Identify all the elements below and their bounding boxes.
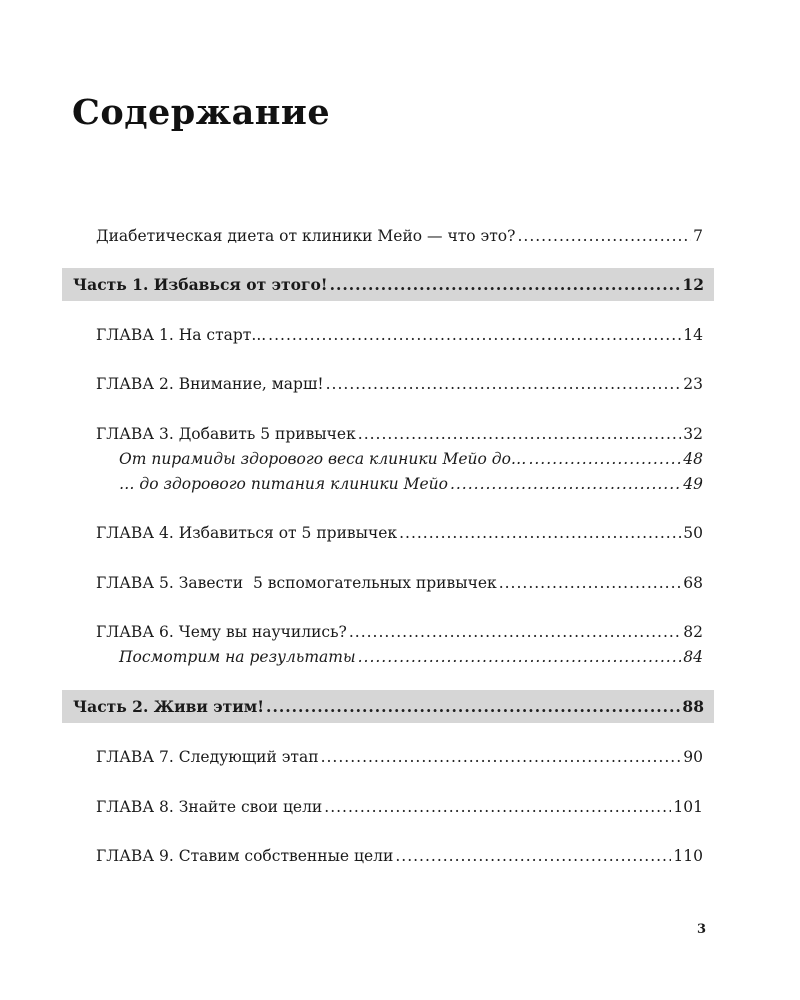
toc-entry-page: 101 <box>673 798 703 816</box>
toc-part-2[interactable] <box>73 697 704 717</box>
toc-entry-page: 90 <box>683 748 703 766</box>
page-number: 3 <box>697 922 707 937</box>
toc-entry-intro[interactable] <box>96 226 703 246</box>
toc-subsection[interactable] <box>119 474 703 494</box>
dot-leader <box>395 846 671 866</box>
toc-part-1[interactable] <box>73 275 704 295</box>
toc-entry-page: 50 <box>683 524 703 542</box>
toc-entry-label: ГЛАВА 7. Следующий этап <box>96 748 319 766</box>
toc-entry-page: 68 <box>683 574 703 592</box>
toc-entry-page: 23 <box>683 375 703 393</box>
toc-entry-label: ГЛАВА 9. Ставим собственные цели <box>96 847 394 865</box>
toc-chapter-9[interactable] <box>96 846 703 866</box>
toc-part-page: 88 <box>682 697 704 716</box>
toc-part-page: 12 <box>682 275 704 294</box>
dot-leader <box>326 374 682 394</box>
toc-entry-page: 84 <box>683 648 703 666</box>
dot-leader <box>517 226 691 246</box>
toc-entry-label: ГЛАВА 6. Чему вы научились? <box>96 623 347 641</box>
toc-chapter-8[interactable] <box>96 797 703 817</box>
toc-entry-page: 49 <box>683 475 703 493</box>
toc-entry-label: ГЛАВА 2. Внимание, марш! <box>96 375 324 393</box>
toc-entry-page: 110 <box>673 847 703 865</box>
dot-leader <box>330 275 681 295</box>
dot-leader <box>321 747 682 767</box>
toc-chapter-7[interactable] <box>96 747 703 767</box>
toc-entry-label: Посмотрим на результаты <box>119 648 356 666</box>
dot-leader <box>528 449 681 469</box>
toc-chapter-1[interactable] <box>96 325 703 345</box>
toc-entry-label: ГЛАВА 3. Добавить 5 привычек <box>96 425 356 443</box>
dot-leader <box>358 647 682 667</box>
dot-leader <box>358 424 682 444</box>
dot-leader <box>349 622 681 642</box>
dot-leader <box>499 573 682 593</box>
dot-leader <box>268 325 681 345</box>
toc-entry-label: ГЛАВА 1. На старт... <box>96 326 267 344</box>
toc-entry-label: От пирамиды здорового веса клиники Мейо до… <box>119 450 527 468</box>
toc-chapter-6[interactable] <box>96 622 703 642</box>
toc-entry-label: ГЛАВА 4. Избавиться от 5 привычек <box>96 524 398 542</box>
toc-entry-page: 14 <box>683 326 703 344</box>
toc-entry-page: 32 <box>683 425 703 443</box>
page-title: Содержание <box>72 92 331 133</box>
toc-entry-page: 7 <box>693 227 703 245</box>
dot-leader <box>266 697 680 717</box>
toc-subsection[interactable] <box>119 449 703 469</box>
toc-subsection[interactable] <box>119 647 703 667</box>
toc-entry-label: Диабетическая диета от клиники Мейо — что это? <box>96 227 516 245</box>
toc-entry-page: 82 <box>683 623 703 641</box>
toc-entry-page: 48 <box>683 450 703 468</box>
toc-part-label: Часть 1. Избавься от этого! <box>73 275 328 294</box>
toc-chapter-2[interactable] <box>96 374 703 394</box>
dot-leader <box>450 474 681 494</box>
toc-entry-label: ГЛАВА 5. Завести 5 вспомогательных привычек <box>96 574 497 592</box>
dot-leader <box>324 797 671 817</box>
toc-chapter-5[interactable] <box>96 573 703 593</box>
toc-entry-label: ГЛАВА 8. Знайте свои цели <box>96 798 323 816</box>
toc-chapter-3[interactable] <box>96 424 703 444</box>
toc-part-label: Часть 2. Живи этим! <box>73 697 265 716</box>
toc-chapter-4[interactable] <box>96 523 703 543</box>
toc-entry-label: … до здорового питания клиники Мейо <box>119 475 448 493</box>
dot-leader <box>399 523 681 543</box>
